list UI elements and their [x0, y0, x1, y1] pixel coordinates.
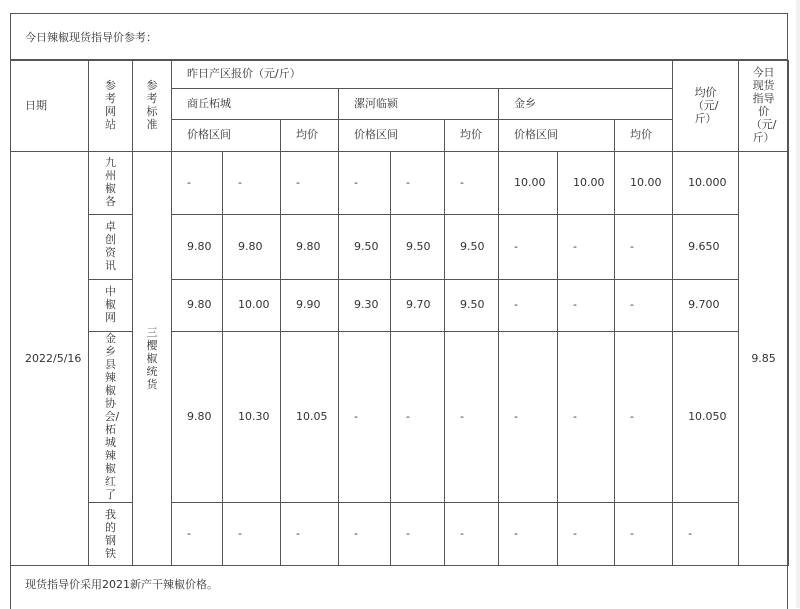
value-cell: 10.30 [223, 332, 281, 503]
avg-cell: 10.050 [673, 332, 739, 503]
region-header: 商丘柘城 [172, 89, 339, 120]
page-title: 今日辣椒现货指导价参考： [11, 14, 787, 60]
site-cell: 中椒网 [89, 280, 133, 332]
value-cell: - [339, 152, 391, 215]
value-cell: - [223, 503, 281, 566]
value-cell: - [615, 215, 673, 280]
value-cell: 10.00 [558, 152, 615, 215]
value-cell: - [172, 503, 223, 566]
value-cell: - [615, 332, 673, 503]
price-range-header: 价格区间 [172, 120, 281, 152]
standard-cell: 三樱椒统货 [133, 152, 172, 566]
value-cell: - [339, 503, 391, 566]
value-cell: - [339, 332, 391, 503]
yesterday-quote-header: 昨日产区报价（元/斤） [172, 61, 673, 89]
today-guide-header: 今日现货指导价（元/斤） [739, 61, 789, 152]
value-cell: - [445, 152, 499, 215]
value-cell: - [445, 503, 499, 566]
value-cell: - [223, 152, 281, 215]
value-cell: 9.70 [391, 280, 445, 332]
date-cell: 2022/5/16 [11, 152, 89, 566]
avg-cell: 9.650 [673, 215, 739, 280]
footnote: 现货指导价采用2021新产干辣椒价格。 [25, 577, 218, 591]
value-cell: - [172, 152, 223, 215]
value-cell: - [558, 503, 615, 566]
value-cell: 9.80 [281, 215, 339, 280]
value-cell: 9.80 [223, 215, 281, 280]
value-cell: 9.50 [391, 215, 445, 280]
standard-header: 参考标准 [133, 61, 172, 152]
table-row [11, 215, 789, 280]
site-cell: 我的钢铁 [89, 503, 133, 566]
region-header: 金乡 [499, 89, 673, 120]
avg-cell: 10.000 [673, 152, 739, 215]
value-cell: 10.00 [615, 152, 673, 215]
value-cell: 9.80 [172, 215, 223, 280]
value-cell: - [558, 332, 615, 503]
price-range-header: 价格区间 [499, 120, 615, 152]
value-cell: - [499, 215, 558, 280]
value-cell: - [499, 280, 558, 332]
table-row [11, 280, 789, 332]
value-cell: 10.00 [499, 152, 558, 215]
scrollbar[interactable] [796, 0, 800, 608]
value-cell: 9.90 [281, 280, 339, 332]
avg-header: 均价 [445, 120, 499, 152]
value-cell: 9.80 [172, 332, 223, 503]
price-reference-panel [10, 13, 788, 609]
price-range-header: 价格区间 [339, 120, 445, 152]
avg-header: 均价 [281, 120, 339, 152]
value-cell: - [558, 280, 615, 332]
site-cell: 卓创资讯 [89, 215, 133, 280]
table-row [11, 503, 789, 566]
value-cell: - [558, 215, 615, 280]
value-cell: 9.50 [339, 215, 391, 280]
site-cell: 金乡县辣椒协会/柘城辣椒红了 [89, 332, 133, 503]
value-cell: 9.30 [339, 280, 391, 332]
value-cell: 9.80 [172, 280, 223, 332]
value-cell: - [391, 152, 445, 215]
value-cell: - [615, 503, 673, 566]
value-cell: 10.00 [223, 280, 281, 332]
value-cell: - [499, 332, 558, 503]
value-cell: - [391, 332, 445, 503]
value-cell: - [615, 280, 673, 332]
table-row [11, 332, 789, 503]
site-header: 参考网站 [89, 61, 133, 152]
avg-price-header: 均价（元/斤） [673, 61, 739, 152]
avg-cell: - [673, 503, 739, 566]
value-cell: - [499, 503, 558, 566]
site-cell: 九州椒各 [89, 152, 133, 215]
date-header: 日期 [11, 61, 89, 152]
value-cell: 9.50 [445, 280, 499, 332]
avg-header: 均价 [615, 120, 673, 152]
price-table [10, 60, 789, 566]
value-cell: 10.05 [281, 332, 339, 503]
value-cell: - [281, 503, 339, 566]
value-cell: 9.50 [445, 215, 499, 280]
today-guide-cell: 9.85 [739, 152, 789, 566]
table-row [11, 152, 789, 215]
value-cell: - [391, 503, 445, 566]
avg-cell: 9.700 [673, 280, 739, 332]
value-cell: - [445, 332, 499, 503]
value-cell: - [281, 152, 339, 215]
region-header: 漯河临颍 [339, 89, 499, 120]
